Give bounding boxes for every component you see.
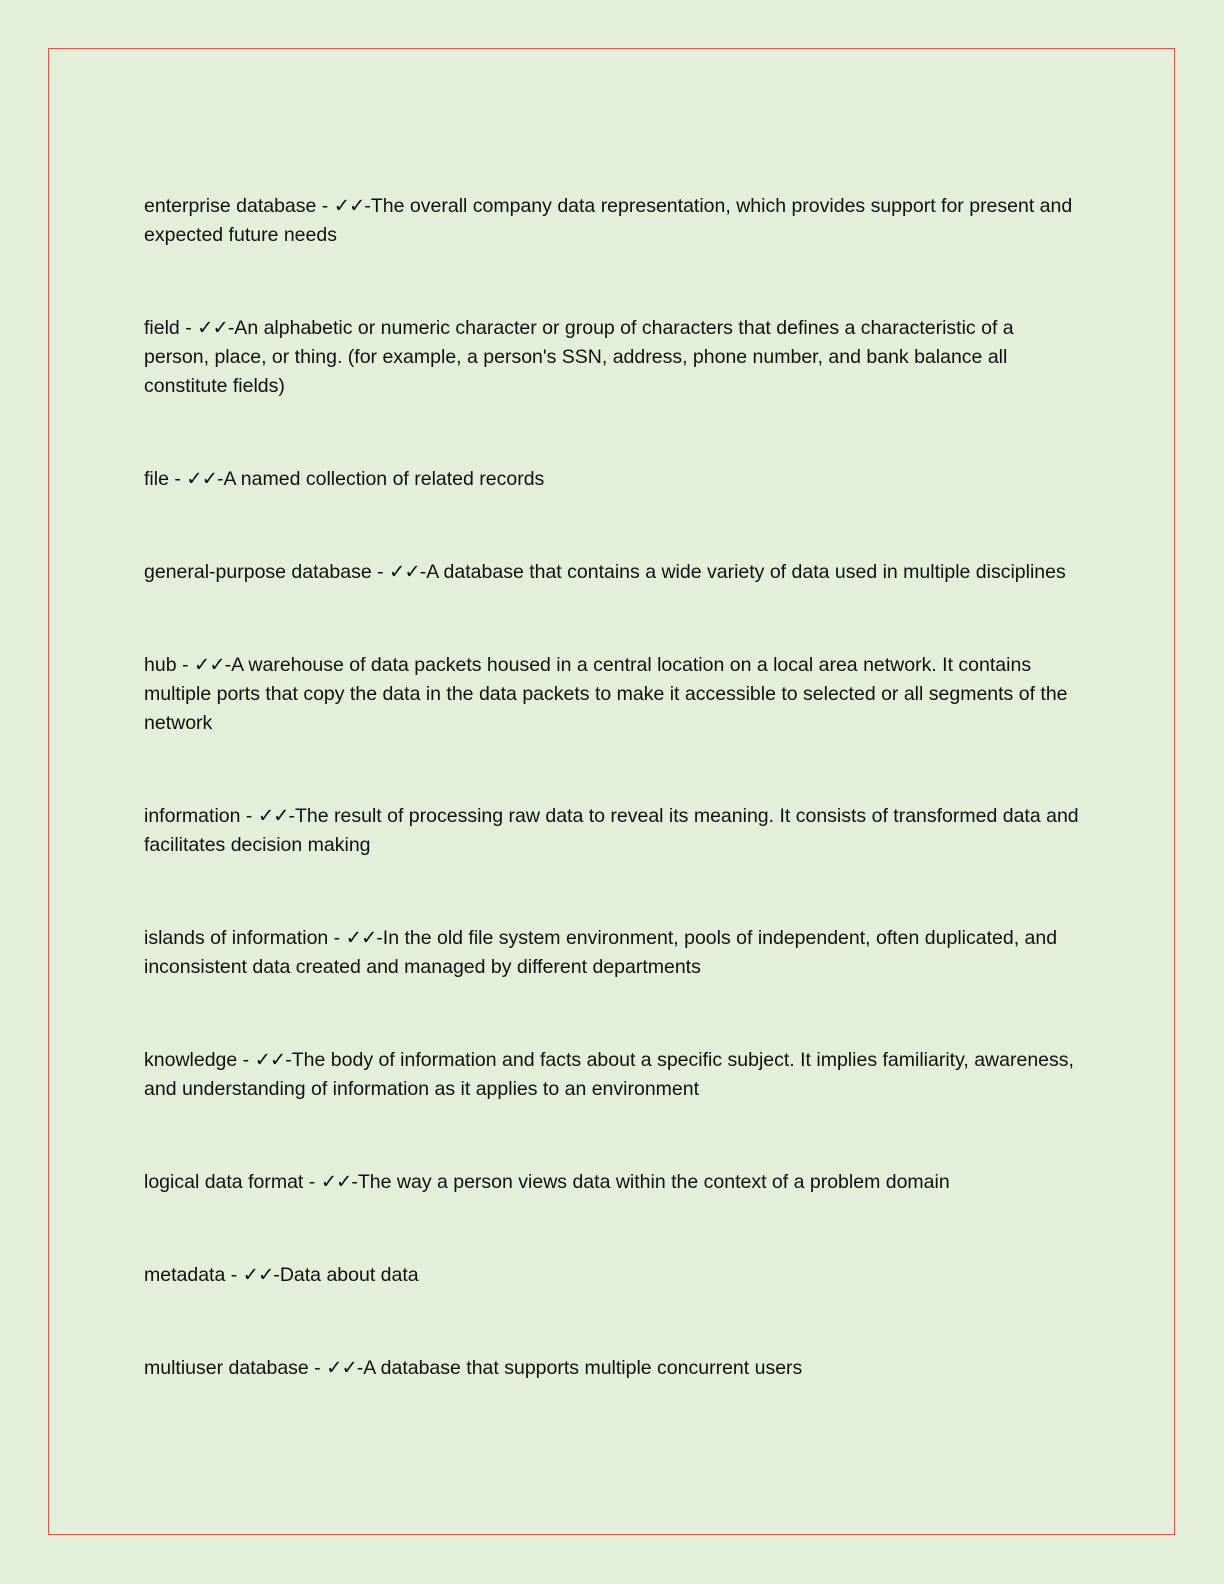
glossary-entry <box>144 923 1079 982</box>
glossary-entry <box>144 464 1079 494</box>
term-separator: - <box>237 1049 255 1071</box>
double-check-icon: ✓✓ <box>326 1356 357 1379</box>
double-check-icon: ✓✓ <box>193 653 225 676</box>
glossary-entry <box>144 1260 1079 1290</box>
term-separator: - <box>371 561 390 583</box>
glossary-entry <box>144 557 1079 587</box>
double-check-icon: ✓✓ <box>333 194 365 217</box>
term-definition: -A named collection of related records <box>216 468 545 490</box>
glossary-entry <box>144 313 1079 401</box>
term-name: hub <box>144 654 177 676</box>
term-name: general-purpose database <box>144 561 372 583</box>
double-check-icon: ✓✓ <box>320 1170 352 1193</box>
term-separator: - <box>303 1171 321 1193</box>
term-separator: - <box>328 927 346 949</box>
term-definition: -Data about data <box>273 1264 419 1286</box>
term-definition: -In the old file system environment, pools of independent, often duplicated, and inconsistent data created and managed by different departments <box>144 927 1058 978</box>
glossary-entry <box>144 1045 1079 1104</box>
double-check-icon: ✓✓ <box>254 1048 286 1071</box>
term-separator: - <box>179 317 198 339</box>
term-definition: -A database that contains a wide variety of data used in multiple disciplines <box>419 561 1066 583</box>
double-check-icon: ✓✓ <box>257 804 289 827</box>
term-separator: - <box>316 195 334 217</box>
term-name: knowledge <box>144 1049 238 1071</box>
term-separator: - <box>225 1264 243 1286</box>
double-check-icon: ✓✓ <box>345 926 377 949</box>
term-name: logical data format <box>144 1171 304 1193</box>
term-separator: - <box>308 1357 327 1379</box>
term-definition: -The overall company data representation, which provides support for present and expected future needs <box>144 195 1073 246</box>
double-check-icon: ✓✓ <box>186 467 217 490</box>
term-separator: - <box>176 654 194 676</box>
term-name: islands of information <box>144 927 329 949</box>
glossary-entry <box>144 191 1079 250</box>
term-name: information <box>144 805 241 827</box>
glossary-entry <box>144 650 1079 738</box>
term-definition: -A warehouse of data packets housed in a central location on a local area network. It contains multiple ports that copy the data in the data packets to make it accessible to selected or all segments of the network <box>144 654 1068 734</box>
term-name: file <box>144 468 169 490</box>
term-definition: -The way a person views data within the context of a problem domain <box>351 1171 950 1193</box>
glossary-entry <box>144 1353 1079 1383</box>
glossary-list <box>144 191 1079 1383</box>
double-check-icon: ✓✓ <box>242 1263 274 1286</box>
double-check-icon: ✓✓ <box>197 316 228 339</box>
term-definition: -A database that supports multiple concurrent users <box>356 1357 803 1379</box>
term-definition: -The result of processing raw data to reveal its meaning. It consists of transformed data and facilitates decision making <box>144 805 1079 856</box>
term-name: enterprise database <box>144 195 317 217</box>
term-definition: -The body of information and facts about a specific subject. It implies familiarity, awareness, and understanding of information as it applies to an environment <box>144 1049 1074 1100</box>
glossary-entry <box>144 1167 1079 1197</box>
term-definition: -An alphabetic or numeric character or group of characters that defines a characteristic of a person, place, or thing. (for example, a person's SSN, address, phone number, and bank balance all constitute fields) <box>144 317 1014 397</box>
double-check-icon: ✓✓ <box>389 560 420 583</box>
term-name: metadata <box>144 1264 226 1286</box>
glossary-entry <box>144 801 1079 860</box>
term-separator: - <box>240 805 258 827</box>
term-separator: - <box>168 468 187 490</box>
term-name: field <box>144 317 180 339</box>
term-name: multiuser database <box>144 1357 309 1379</box>
